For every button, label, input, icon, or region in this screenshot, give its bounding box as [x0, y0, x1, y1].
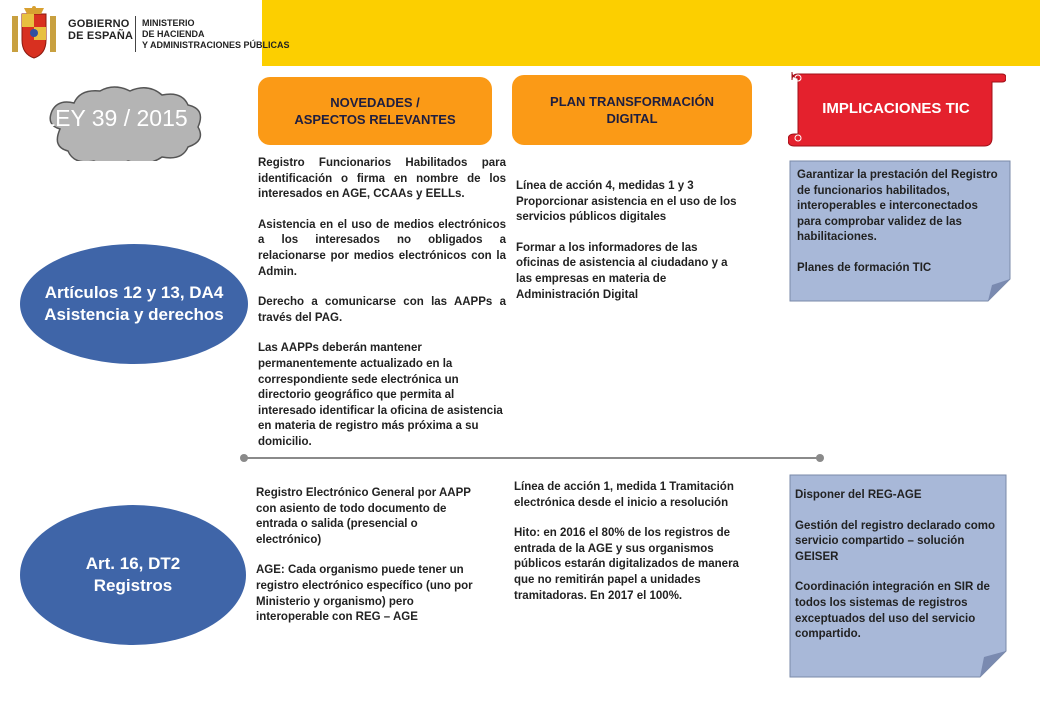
section-1-novedades-item: Derecho a comunicarse con las AAPPs a través del PAG. [258, 296, 506, 324]
section-1-novedades [258, 156, 506, 451]
section-1-plan-item: Línea de acción 4, medidas 1 y 3 Proporcionar asistencia en el uso de los servicios públicos digitales [516, 180, 737, 224]
ministerio-wordmark: MINISTERIO DE HACIENDA Y ADMINISTRACIONES PÚBLICAS [142, 18, 290, 50]
coat-of-arms-icon [8, 6, 60, 62]
section-1-novedades-item: Asistencia en el uso de medios electrónicos a los interesados no obligados a relacionarse por medios electrónicos con la Admin. [258, 218, 506, 278]
section-1-novedades-item: Registro Funcionarios Habilitados para identificación o firma en nombre de los interesados en AGE, CCAAs y EELLs. [258, 157, 506, 201]
section-2-plan-item: Hito: en 2016 el 80% de los registros de entrada de la AGE y sus organismos públicos estarán digitalizados de manera que no remitirán papel a unidades tramitadoras. En 2017 el 100%. [514, 527, 739, 602]
gobierno-wordmark: GOBIERNO DE ESPAÑA [68, 18, 134, 42]
implicaciones-header: IMPLICACIONES TIC [822, 100, 970, 117]
plan-header: PLAN TRANSFORMACIÓN DIGITAL [512, 75, 752, 145]
section-2-implicaciones-item: Coordinación integración en SIR de todos los sistemas de registros exceptuados del uso del servicio compartido. [795, 581, 990, 641]
section-2-novedades-item: AGE: Cada organismo puede tener un registro electrónico específico (uno por Ministerio y organismo) pero interoperable con REG – AGE [256, 564, 473, 624]
section-2-novedades [256, 486, 478, 626]
section-1-implicaciones-item: Garantizar la prestación del Registro de funcionarios habilitados, interoperables e interconectados para comprobar validez de las habilitaciones. [797, 169, 998, 244]
section-2-implicaciones-item: Disponer del REG-AGE [795, 489, 922, 501]
section-1-label: Artículos 12 y 13, DA4 Asistencia y derechos [20, 244, 248, 364]
section-2-plan-item: Línea de acción 1, medida 1 Tramitación electrónica desde el inicio a resolución [514, 481, 734, 509]
law-title: LEY 39 / 2015 [42, 105, 188, 131]
header-divider [135, 16, 136, 52]
section-2-implicaciones-item: Gestión del registro declarado como servicio compartido – solución GEISER [795, 519, 996, 563]
section-1-plan-item: Formar a los informadores de las oficinas de asistencia al ciudadano y a las empresas en materia de Administración Digital [516, 241, 728, 301]
novedades-header: NOVEDADES / ASPECTOS RELEVANTES [258, 77, 492, 145]
section-1-novedades-item: Las AAPPs deberán mantener permanentemente actualizado en la correspondiente sede electrónica un directorio geográfico que permita al interesado identificar la oficina de asistencia en materia de registro más próxima a su domicilio. [258, 342, 503, 448]
section-1-implicaciones-item: Planes de formación TIC [797, 261, 932, 274]
section-1-implicaciones [797, 168, 1003, 292]
section-2-implicaciones [795, 488, 1001, 658]
section-1-plan [516, 179, 738, 303]
section-2-plan [514, 480, 746, 604]
section-2-novedades-item: Registro Electrónico General por AAPP con asiento de todo documento de entrada o salida (presencial o electrónico) [256, 487, 471, 546]
section-2-label: Art. 16, DT2 Registros [20, 505, 246, 645]
